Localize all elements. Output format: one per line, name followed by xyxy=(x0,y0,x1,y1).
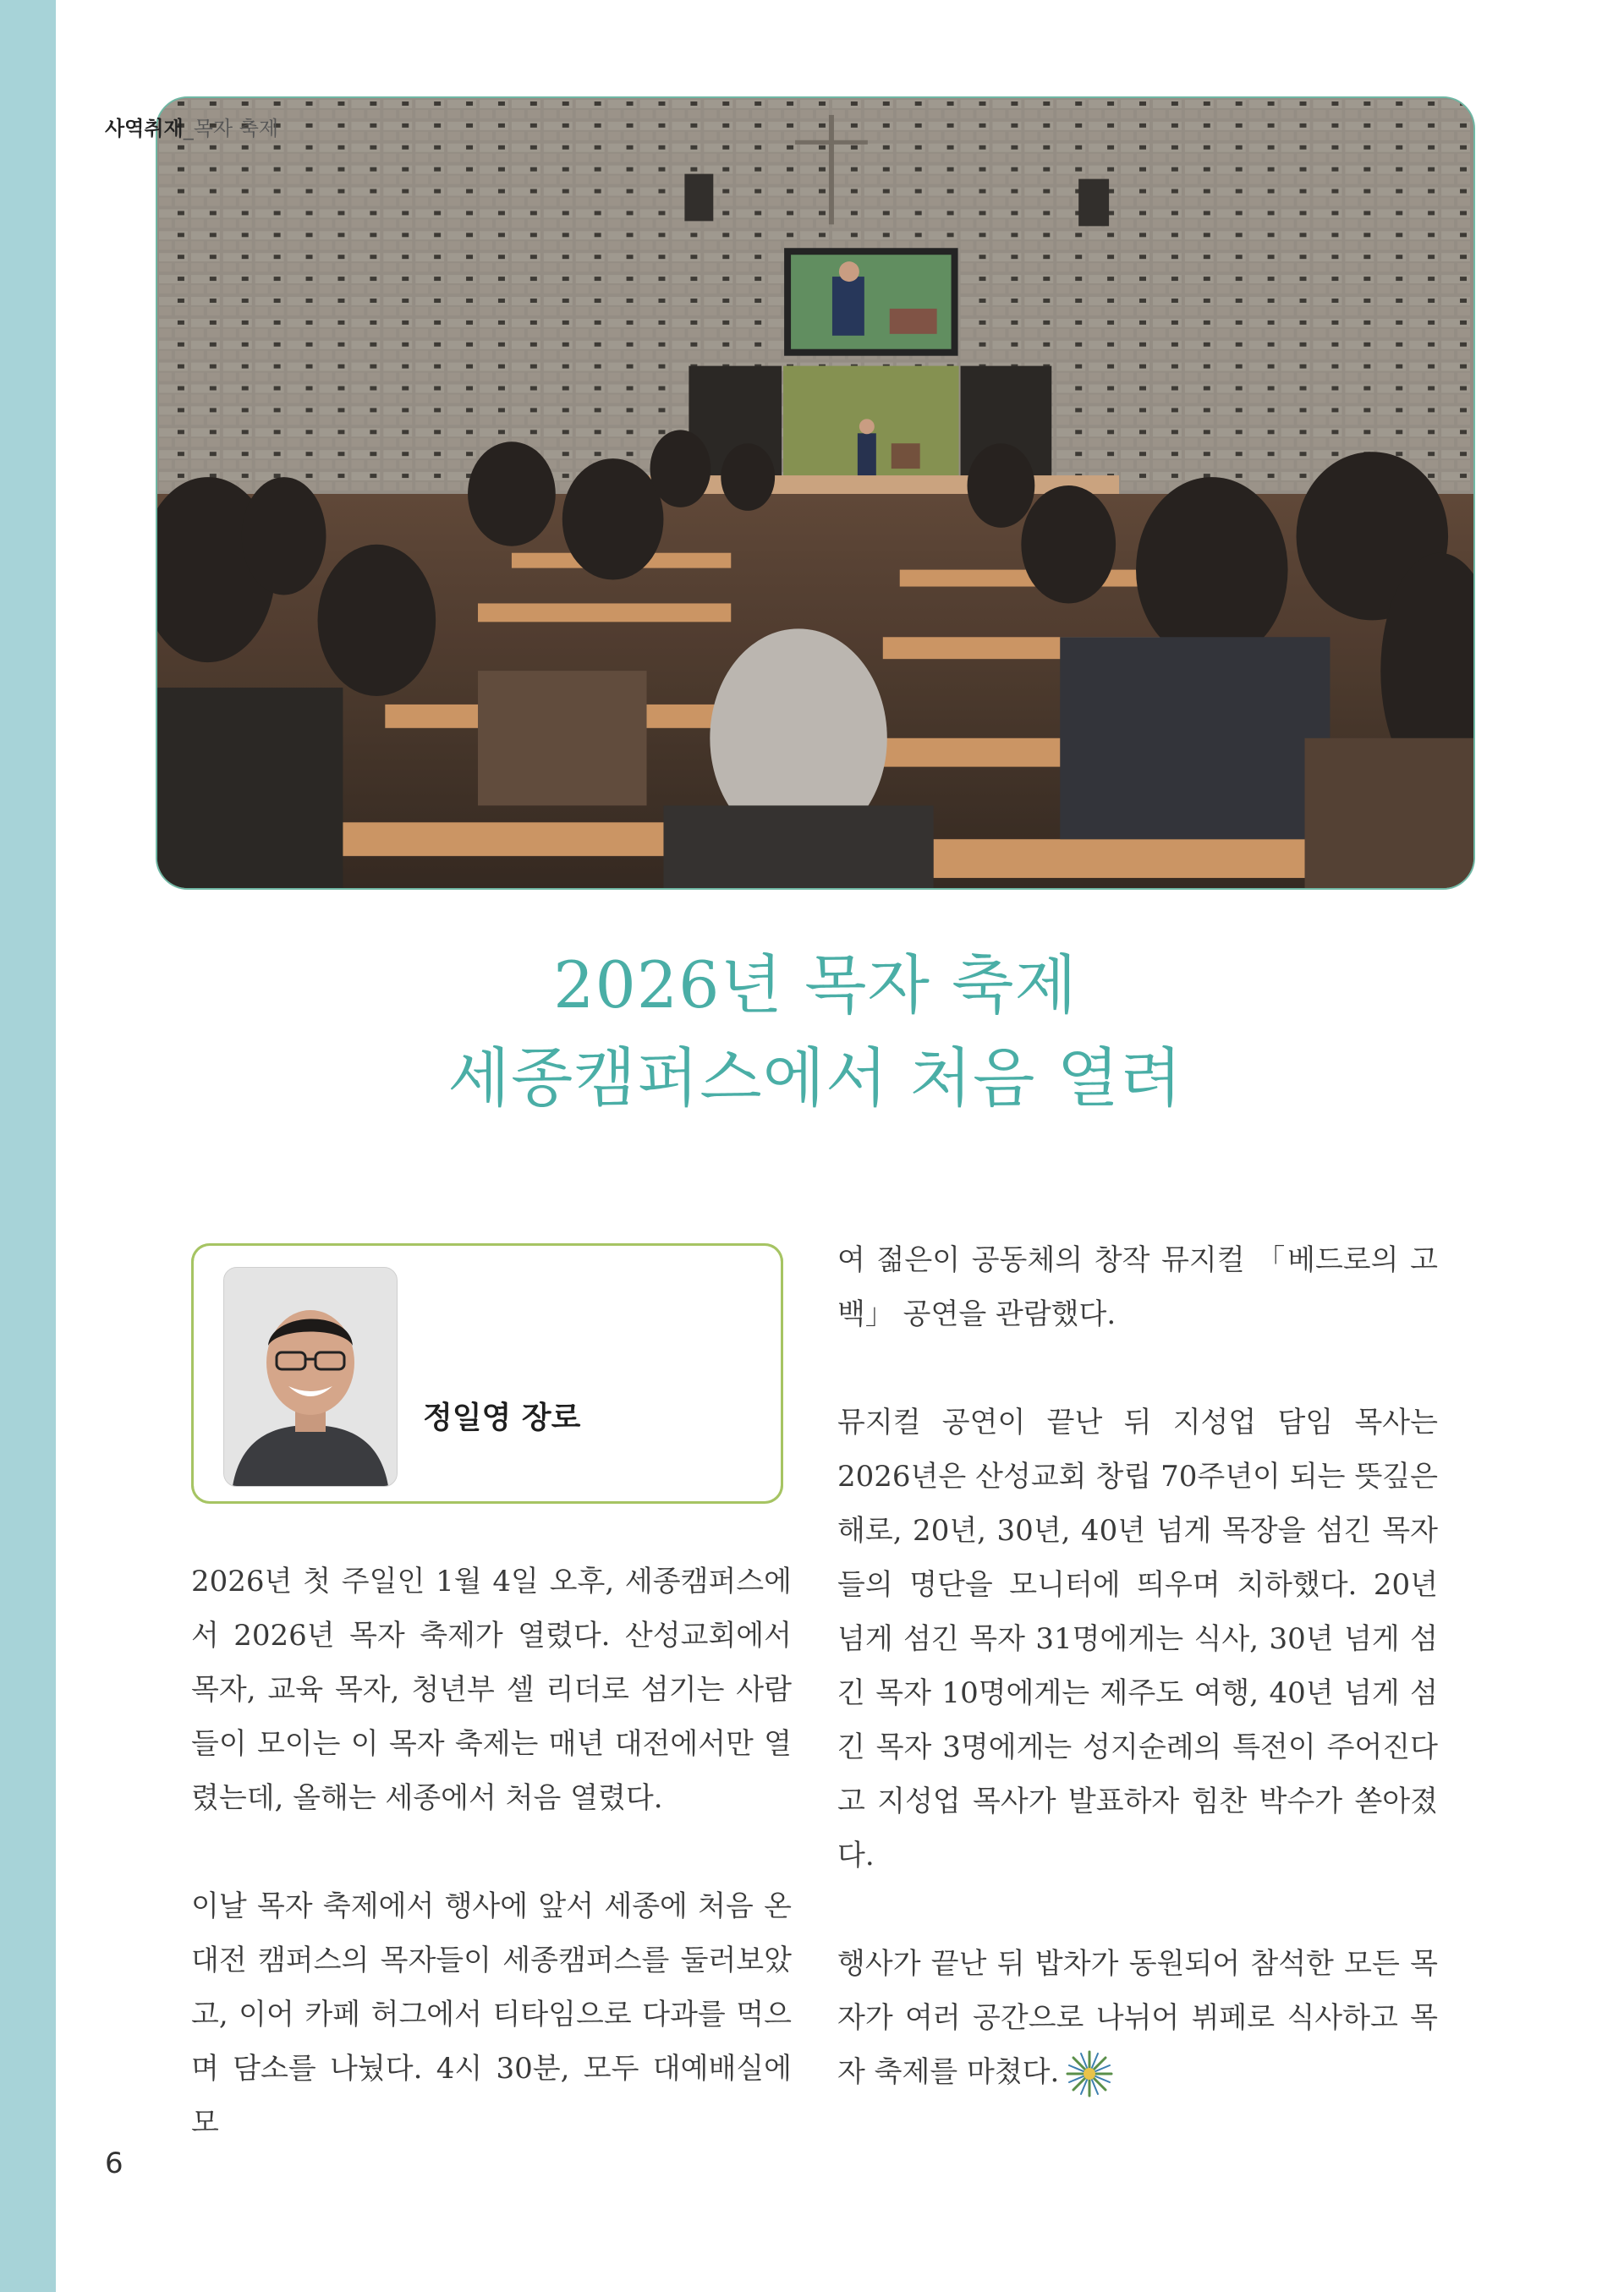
article-column-left xyxy=(191,1555,792,2150)
page-number: 6 xyxy=(105,2147,123,2180)
author-name: 정일영 장로 xyxy=(423,1401,581,1435)
article-paragraph-text: 행사가 끝난 뒤 밥차가 동원되어 참석한 모든 목자가 여러 공간으로 나뉘어 뷔페로 식사하고 목자 축제를 마쳤다. xyxy=(837,1947,1438,2089)
starburst-end-icon xyxy=(1064,2048,1115,2099)
article-paragraph: 여 젊은이 공동체의 창작 뮤지컬 「베드로의 고백」 공연을 관람했다. xyxy=(837,1243,1438,1331)
article-headline xyxy=(156,939,1475,1125)
section-label xyxy=(105,112,278,141)
hero-photo-worship-hall xyxy=(156,96,1475,890)
section-label-primary: 사역취재 xyxy=(105,117,184,140)
section-label-secondary: _목자 축제 xyxy=(183,117,279,140)
article-column-right xyxy=(837,1233,1438,2099)
headline-line-1: 2026년 목자 축제 xyxy=(553,947,1078,1023)
author-photo xyxy=(223,1267,398,1487)
article-paragraph: 뮤지컬 공연이 끝난 뒤 지성업 담임 목사는 2026년은 산성교회 창립 70주년이 되는 뜻깊은 해로, 20년, 30년, 40년 넘게 목장을 섬긴 목자들의 명단을 모니터에 띄우며 치하했다. 20년 넘게 섬긴 목자 31명에게는 식사, 30년 넘게 섬긴 목자 10명에게는 제주도 여행, 40년 넘게 섬긴 목자 3명에게는 성지순례의 특전이 주어진다고 지성업 목사가 발표하자 힘찬 박수가 쏟아졌다. xyxy=(837,1406,1438,1873)
side-color-bar xyxy=(0,0,56,2292)
article-paragraph: 이날 목자 축제에서 행사에 앞서 세종에 처음 온 대전 캠퍼스의 목자들이 세종캠퍼스를 둘러보았고, 이어 카페 허그에서 티타임으로 다과를 먹으며 담소를 나눴다. 4시 30분, 모두 대예배실에 모 xyxy=(191,1889,792,2140)
article-paragraph-last xyxy=(837,1937,1438,2099)
headline-line-2: 세종캠퍼스에서 처음 열려 xyxy=(447,1040,1183,1116)
article-paragraph: 2026년 첫 주일인 1월 4일 오후, 세종캠퍼스에서 2026년 목자 축제가 열렸다. 산성교회에서 목자, 교육 목자, 청년부 셀 리더로 섬기는 사람들이 모이는 이 목자 축제는 매년 대전에서만 열렸는데, 올해는 세종에서 처음 열렸다. xyxy=(191,1565,792,1815)
